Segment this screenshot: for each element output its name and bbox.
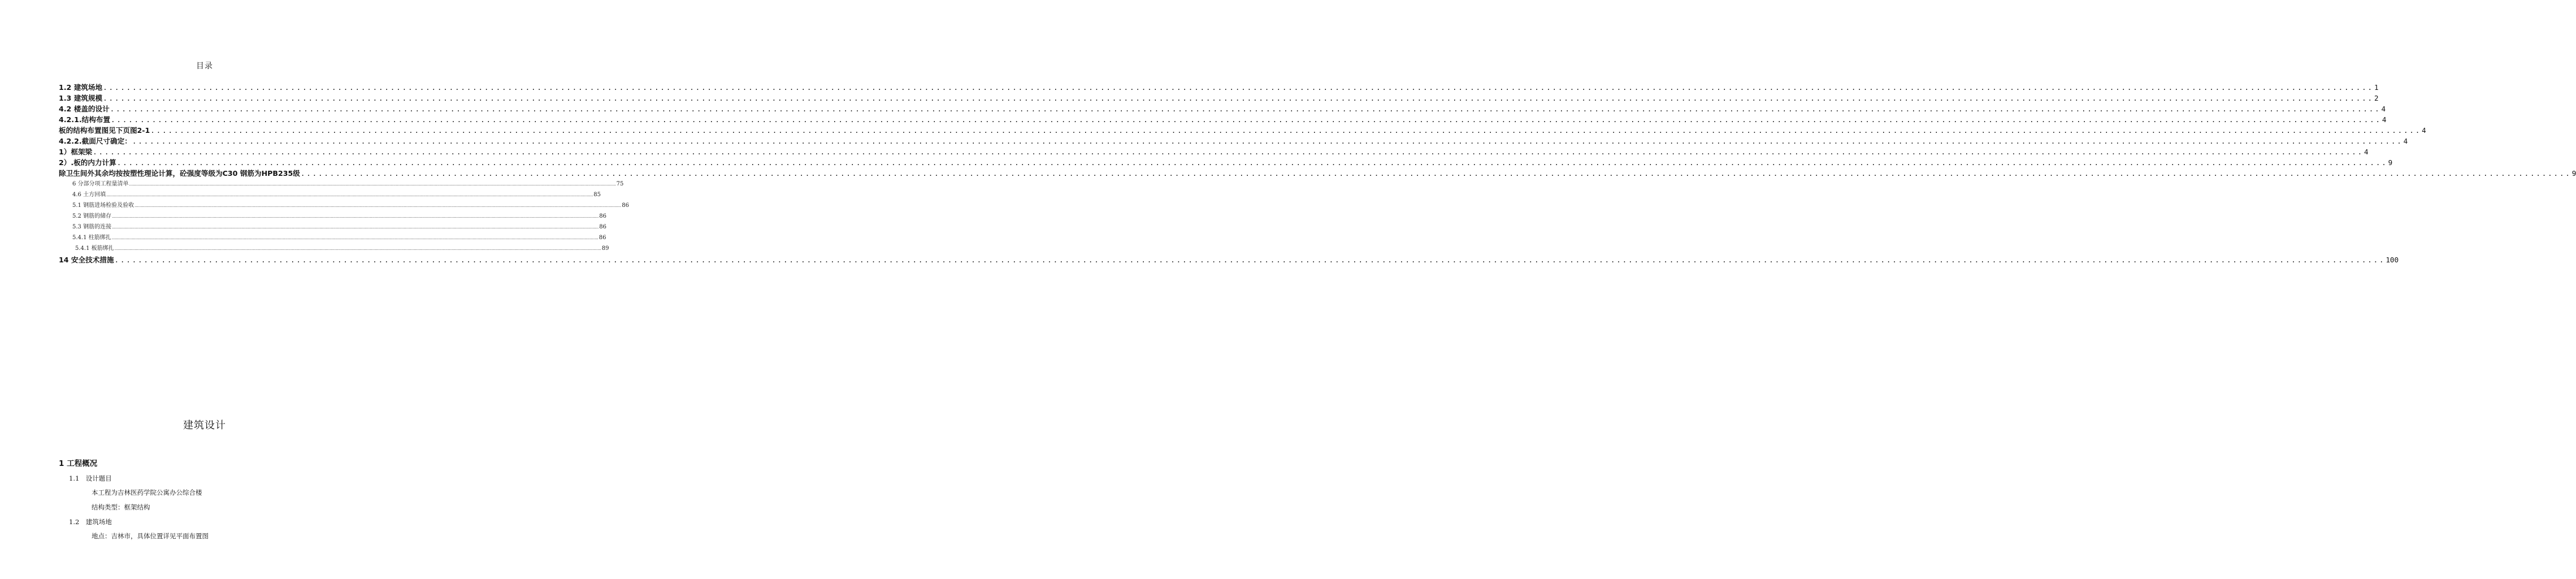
toc-entry-text: 1.3 建筑规模 <box>59 94 103 102</box>
toc-subentry[interactable] <box>75 244 609 253</box>
toc-entry-text: 4.2.2.截面尺寸确定： <box>59 137 132 145</box>
toc-leader: ................................................................................................................................................................................................................................................................................................................................................................................................... <box>132 137 2403 145</box>
toc-subentry[interactable] <box>72 180 624 189</box>
toc-page-number: 100 <box>2386 256 2399 264</box>
toc-leader: ................................................................................................................................................................................................................................................................................................................................................................................................... <box>129 182 616 187</box>
toc-subentry-text: 5.4.1 板筋绑扎 <box>75 245 114 252</box>
toc-leader: ................................................................................................................................................................................................................................................................................................................................................................................................... <box>150 126 2422 135</box>
toc-subentry[interactable] <box>72 191 601 200</box>
toc-page-number: 86 <box>599 235 606 241</box>
toc-entry-text: 4.2 楼盖的设计 <box>59 105 110 113</box>
toc-page-number: 4 <box>2382 115 2387 124</box>
toc-page-number: 86 <box>622 202 629 209</box>
toc-leader: ................................................................................................................................................................................................................................................................................................................................................................................................... <box>110 105 2381 113</box>
toc-subentry-text: 4.6 土方回填 <box>72 192 106 198</box>
toc-entry-text: 1.2 建筑场地 <box>59 83 103 92</box>
toc-leader: ................................................................................................................................................................................................................................................................................................................................................................................................... <box>106 193 593 197</box>
toc-leader: ................................................................................................................................................................................................................................................................................................................................................................................................... <box>93 148 2363 156</box>
toc-entry[interactable] <box>59 93 2379 103</box>
toc-page-number: 86 <box>599 213 606 219</box>
toc-page-number: 9 <box>2388 158 2393 167</box>
toc-entry-text: 2）.板的内力计算 <box>59 158 116 167</box>
document-heading: 建筑设计 <box>183 420 226 431</box>
toc-entry[interactable] <box>59 255 2399 265</box>
toc-page-number: 9 <box>2571 169 2576 178</box>
toc-entry[interactable] <box>59 126 2426 135</box>
toc-subentry[interactable] <box>72 212 606 221</box>
toc-entry[interactable] <box>59 168 2576 178</box>
toc-page-number: 4 <box>2364 148 2369 156</box>
toc-leader: ................................................................................................................................................................................................................................................................................................................................................................................................... <box>103 94 2374 102</box>
toc-entry[interactable] <box>59 115 2387 124</box>
toc-leader: ................................................................................................................................................................................................................................................................................................................................................................................................... <box>111 115 2382 124</box>
toc-page-number: 4 <box>2422 126 2426 135</box>
toc-page-number: 4 <box>2381 105 2386 113</box>
toc-subentry-text: 5.2 钢筋的储存 <box>72 213 112 219</box>
toc-title: 目录 <box>196 62 213 71</box>
toc-leader: ................................................................................................................................................................................................................................................................................................................................................................................................... <box>112 214 599 219</box>
subsection-heading: 1.2 建筑场地 <box>69 518 112 526</box>
body-paragraph: 结构类型：框架结构 <box>92 503 150 511</box>
toc-subentry[interactable] <box>72 223 606 232</box>
toc-page-number: 86 <box>599 224 606 230</box>
toc-subentry-text: 5.4.1 柱筋绑扎 <box>72 235 111 241</box>
toc-entry-text: 除卫生间外其余均按按塑性理论计算，砼强度等级为C30 钢筋为HPB235级 <box>59 169 300 178</box>
toc-leader: ................................................................................................................................................................................................................................................................................................................................................................................................... <box>116 158 2388 167</box>
toc-subentry[interactable] <box>72 234 606 243</box>
section-heading: 1 工程概况 <box>59 459 98 468</box>
body-paragraph: 本工程为吉林医药学院公寓办公综合楼 <box>92 489 202 496</box>
toc-page-number: 85 <box>593 192 601 198</box>
toc-page-number: 1 <box>2374 83 2379 92</box>
toc-entry[interactable] <box>59 83 2379 92</box>
toc-page-number: 89 <box>601 245 609 252</box>
toc-subentry[interactable] <box>72 201 629 210</box>
toc-page-number: 2 <box>2374 94 2379 102</box>
body-paragraph: 地点：吉林市，具体位置详见平面布置图 <box>92 532 209 540</box>
toc-subentry-text: 6 分部分项工程量清单 <box>72 181 129 187</box>
toc-leader: ................................................................................................................................................................................................................................................................................................................................................................................................... <box>111 236 599 240</box>
toc-page-number: 75 <box>616 181 624 187</box>
toc-subentry-text: 5.1 钢筋进场检验及验收 <box>72 202 135 209</box>
toc-entry[interactable] <box>59 158 2393 167</box>
toc-entry[interactable] <box>59 104 2386 114</box>
toc-leader: ................................................................................................................................................................................................................................................................................................................................................................................................... <box>112 225 599 230</box>
toc-entry-text: 14 安全技术措施 <box>59 256 114 264</box>
toc-entry-text: 1）框架梁 <box>59 148 93 156</box>
toc-leader: ................................................................................................................................................................................................................................................................................................................................................................................................... <box>300 169 2571 178</box>
toc-page-number: 4 <box>2403 137 2408 145</box>
toc-entry[interactable] <box>59 136 2408 146</box>
toc-leader: ................................................................................................................................................................................................................................................................................................................................................................................................... <box>114 247 601 251</box>
subsection-heading: 1.1 设计题目 <box>69 474 112 482</box>
toc-leader: ................................................................................................................................................................................................................................................................................................................................................................................................... <box>114 256 2386 264</box>
toc-entry[interactable] <box>59 147 2369 157</box>
toc-leader: ................................................................................................................................................................................................................................................................................................................................................................................................... <box>135 204 622 208</box>
toc-entry-text: 4.2.1.结构布置 <box>59 115 111 124</box>
toc-subentry-text: 5.3 钢筋的连接 <box>72 224 112 230</box>
toc-leader: ................................................................................................................................................................................................................................................................................................................................................................................................... <box>103 83 2374 92</box>
toc-entry-text: 板的结构布置图见下页图2-1 <box>59 126 150 135</box>
